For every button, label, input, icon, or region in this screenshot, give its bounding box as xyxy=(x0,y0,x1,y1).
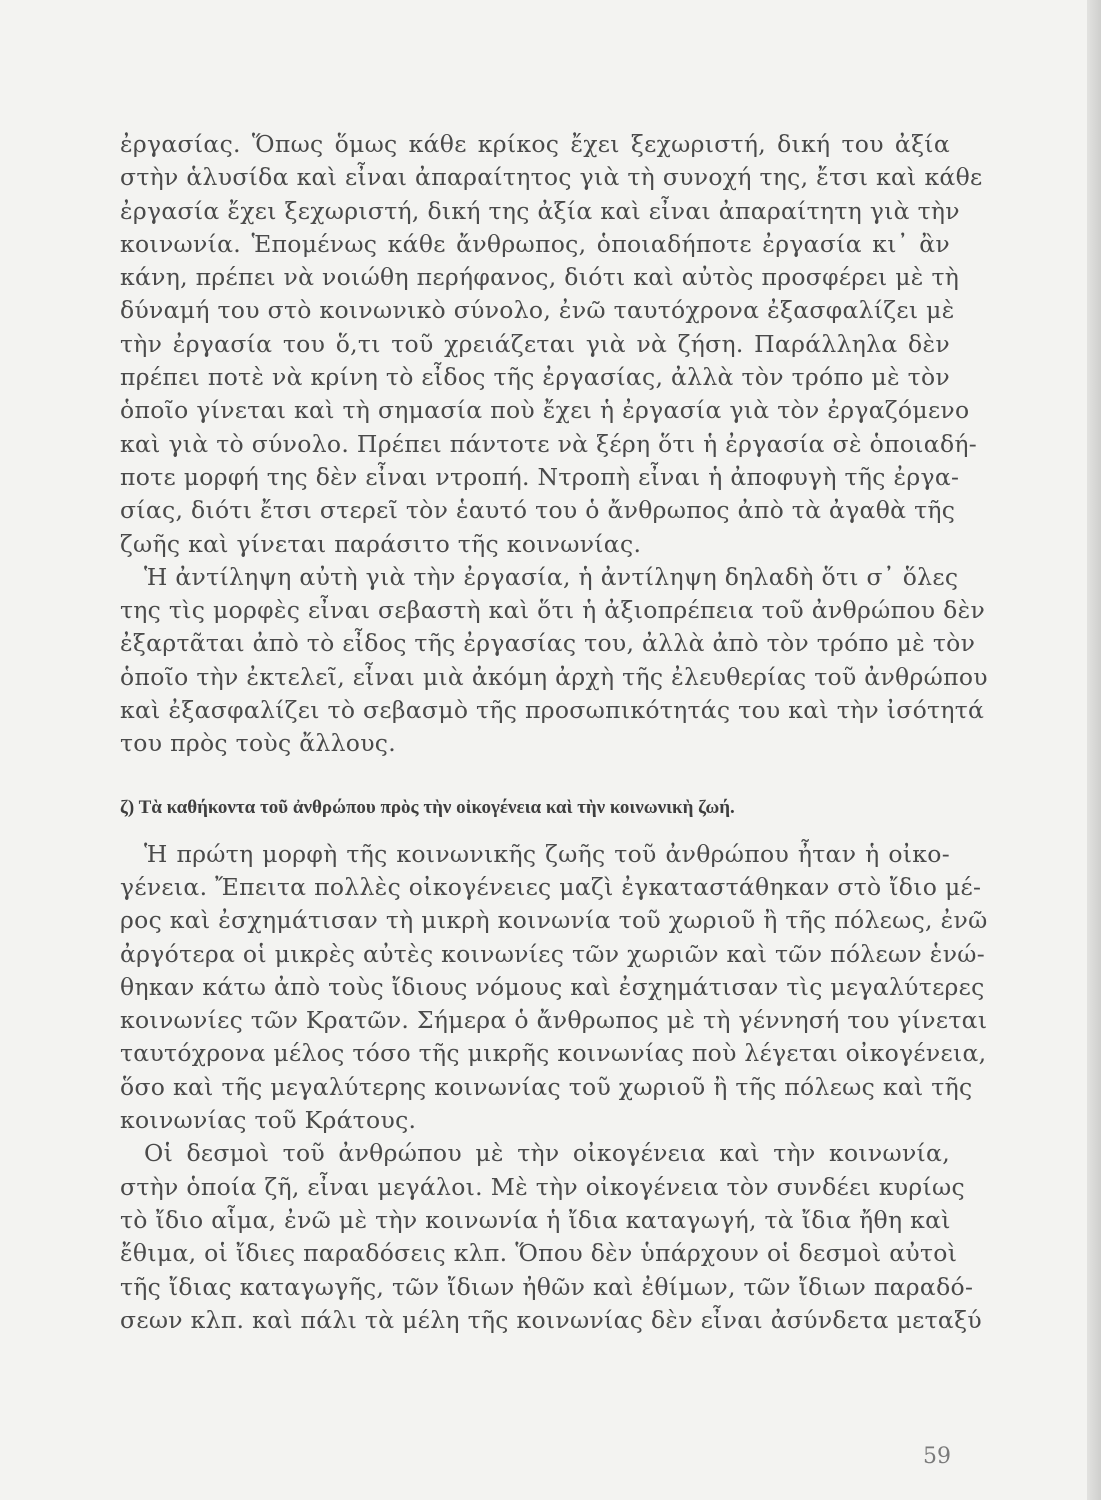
text-line: ὁποῖο γίνεται καὶ τὴ σημασία ποὺ ἔχει ἡ ἐργασία γιὰ τὸν ἐργαζόμενο xyxy=(120,396,970,425)
text-line: ζωῆς καὶ γίνεται παράσιτο τῆς κοινωνίας. xyxy=(120,529,642,558)
text-line: ἐργασία ἔχει ξεχωριστή, δική της ἀξία καὶ εἶναι ἀπαραίτητη γιὰ τὴν xyxy=(120,196,960,225)
text-line: τὴν ἐργασία του ὅ,τι τοῦ χρειάζεται γιὰ νὰ ζήση. Παράλληλα δὲν xyxy=(120,329,950,358)
text-line: κοινωνίας τοῦ Κράτους. xyxy=(120,1106,417,1135)
text-line: στὴν ἁλυσίδα καὶ εἶναι ἀπαραίτητος γιὰ τὴ συνοχή της, ἔτσι καὶ κάθε xyxy=(120,163,983,192)
text-line: Οἱ δεσμοὶ τοῦ ἀνθρώπου μὲ τὴν οἰκογένεια καὶ τὴν κοινωνία, xyxy=(144,1139,950,1168)
text-line: σίας, διότι ἔτσι στερεῖ τὸν ἑαυτό του ὁ ἄνθρωπος ἀπὸ τὰ ἀγαθὰ τῆς xyxy=(120,496,956,525)
text-line: του πρὸς τοὺς ἄλλους. xyxy=(120,729,397,758)
paragraph-3 xyxy=(120,838,988,1138)
text-line: γένεια. Ἔπειτα πολλὲς οἰκογένειες μαζὶ ἐγκαταστάθηκαν στὸ ἴδιο μέ- xyxy=(120,872,982,901)
text-line: ταυτόχρονα μέλος τόσο τῆς μικρῆς κοινωνίας ποὺ λέγεται οἰκογένεια, xyxy=(120,1039,987,1068)
text-line: Ἡ ἀντίληψη αὐτὴ γιὰ τὴν ἐργασία, ἡ ἀντίληψη δηλαδὴ ὅτι σ᾿ ὅλες xyxy=(144,562,959,591)
paragraph-1 xyxy=(120,128,983,561)
text-line: πρέπει ποτὲ νὰ κρίνη τὸ εἶδος τῆς ἐργασίας, ἀλλὰ τὸν τρόπο μὲ τὸν xyxy=(120,363,951,392)
text-line: τῆς ἴδιας καταγωγῆς, τῶν ἴδιων ἠθῶν καὶ ἐθίμων, τῶν ἴδιων παραδό- xyxy=(120,1272,974,1301)
text-line: ἀργότερα οἱ μικρὲς αὐτὲς κοινωνίες τῶν χωριῶν καὶ τῶν πόλεων ἑνώ- xyxy=(120,939,985,968)
paragraph-2 xyxy=(120,561,988,761)
text-line: Ἡ πρώτη μορφὴ τῆς κοινωνικῆς ζωῆς τοῦ ἀνθρώπου ἦταν ἡ οἰκο- xyxy=(144,839,950,868)
paragraph-4 xyxy=(120,1137,982,1337)
section-heading: ζ) Τὰ καθήκοντα τοῦ ἀνθρώπου πρὸς τὴν οἰκογένεια καὶ τὴν κοινωνικὴ ζωή. xyxy=(120,796,735,818)
text-line: κοινωνίες τῶν Κρατῶν. Σήμερα ὁ ἄνθρωπος μὲ τὴ γέννησή του γίνεται xyxy=(120,1006,988,1035)
text-line: τὸ ἴδιο αἷμα, ἐνῶ μὲ τὴν κοινωνία ἡ ἴδια καταγωγή, τὰ ἴδια ἤθη καὶ xyxy=(120,1205,951,1234)
page-number: 59 xyxy=(923,1444,951,1469)
book-page xyxy=(120,128,988,1337)
text-line: της τὶς μορφὲς εἶναι σεβαστὴ καὶ ὅτι ἡ ἀξιοπρέπεια τοῦ ἀνθρώπου δὲν xyxy=(120,596,986,625)
text-line: σεων κλπ. καὶ πάλι τὰ μέλη τῆς κοινωνίας δὲν εἶναι ἀσύνδετα μεταξύ xyxy=(120,1305,982,1334)
page-edge xyxy=(1087,0,1101,1500)
text-line: δύναμή του στὸ κοινωνικὸ σύνολο, ἐνῶ ταυτόχρονα ἐξασφαλίζει μὲ xyxy=(120,296,955,325)
text-line: ἐξαρτᾶται ἀπὸ τὸ εἶδος τῆς ἐργασίας του, ἀλλὰ ἀπὸ τὸν τρόπο μὲ τὸν xyxy=(120,629,976,658)
text-line: ὁποῖο τὴν ἐκτελεῖ, εἶναι μιὰ ἀκόμη ἀρχὴ τῆς ἐλευθερίας τοῦ ἀνθρώπου xyxy=(120,662,988,691)
text-line: κοινωνία. Ἑπομένως κάθε ἄνθρωπος, ὁποιαδήποτε ἐργασία κι᾿ ἂν xyxy=(120,229,950,258)
text-line: ὅσο καὶ τῆς μεγαλύτερης κοινωνίας τοῦ χωριοῦ ἢ τῆς πόλεως καὶ τῆς xyxy=(120,1072,973,1101)
text-line: στὴν ὁποία ζῆ, εἶναι μεγάλοι. Μὲ τὴν οἰκογένεια τὸν συνδέει κυρίως xyxy=(120,1172,965,1201)
text-line: ἔθιμα, οἱ ἴδιες παραδόσεις κλπ. Ὅπου δὲν ὑπάρχουν οἱ δεσμοὶ αὐτοὶ xyxy=(120,1239,958,1268)
text-line: καὶ γιὰ τὸ σύνολο. Πρέπει πάντοτε νὰ ξέρη ὅτι ἡ ἐργασία σὲ ὁποιαδή- xyxy=(120,429,978,458)
text-line: ἐργασίας. Ὅπως ὅμως κάθε κρίκος ἔχει ξεχωριστή, δική του ἀξία xyxy=(120,130,950,158)
text-line: καὶ ἐξασφαλίζει τὸ σεβασμὸ τῆς προσωπικότητάς του καὶ τὴν ἰσότητά xyxy=(120,696,985,725)
text-line: κάνη, πρέπει νὰ νοιώθη περήφανος, διότι καὶ αὐτὸς προσφέρει μὲ τὴ xyxy=(120,263,960,292)
text-line: θηκαν κάτω ἀπὸ τοὺς ἴδιους νόμους καὶ ἐσχημάτισαν τὶς μεγαλύτερες xyxy=(120,972,985,1001)
text-line: ρος καὶ ἐσχημάτισαν τὴ μικρὴ κοινωνία τοῦ χωριοῦ ἢ τῆς πόλεως, ἐνῶ xyxy=(120,906,988,935)
text-line: ποτε μορφή της δὲν εἶναι ντροπή. Ντροπὴ εἶναι ἡ ἀποφυγὴ τῆς ἐργα- xyxy=(120,462,960,491)
